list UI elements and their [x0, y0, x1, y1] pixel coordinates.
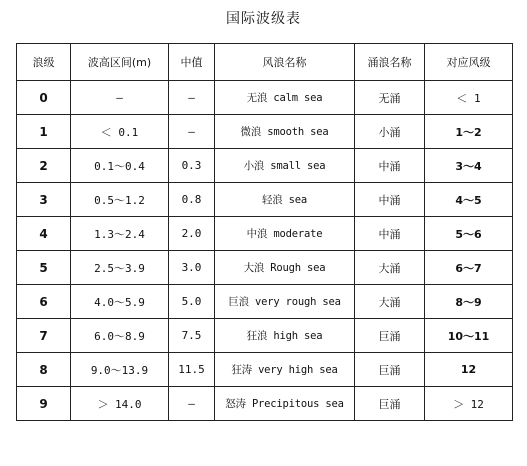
table-row: [17, 183, 513, 217]
cell-wave-level: 0: [17, 81, 71, 115]
cell-wind-force: 10～11: [425, 319, 513, 353]
cell-swell-name: 中涌: [355, 217, 425, 251]
cell-median: 2.0: [169, 217, 215, 251]
cell-swell-name: 无涌: [355, 81, 425, 115]
header-wind-wave-name: 风浪名称: [215, 44, 355, 81]
cell-wind-force: 5～6: [425, 217, 513, 251]
cell-median: 0.3: [169, 149, 215, 183]
cell-wind-force: 3～4: [425, 149, 513, 183]
header-wave-level: 浪级: [17, 44, 71, 81]
cell-height-range: 0.5～1.2: [71, 183, 169, 217]
cell-wind-force: ＞ 12: [425, 387, 513, 421]
cell-swell-name: 巨涌: [355, 353, 425, 387]
table-row: [17, 387, 513, 421]
cell-wave-level: 6: [17, 285, 71, 319]
wave-level-table: [16, 43, 513, 421]
cell-wind-wave-name: 狂浪 high sea: [215, 319, 355, 353]
cell-swell-name: 中涌: [355, 183, 425, 217]
table-row: [17, 81, 513, 115]
cell-wind-force: 4～5: [425, 183, 513, 217]
table-row: [17, 319, 513, 353]
cell-swell-name: 中涌: [355, 149, 425, 183]
cell-wind-force: 1～2: [425, 115, 513, 149]
cell-median: —: [169, 115, 215, 149]
cell-swell-name: 小涌: [355, 115, 425, 149]
cell-wave-level: 5: [17, 251, 71, 285]
header-swell-name: 涌浪名称: [355, 44, 425, 81]
cell-median: 11.5: [169, 353, 215, 387]
cell-height-range: 6.0～8.9: [71, 319, 169, 353]
table-row: [17, 115, 513, 149]
cell-wind-wave-name: 大浪 Rough sea: [215, 251, 355, 285]
cell-height-range: 0.1～0.4: [71, 149, 169, 183]
table-row: [17, 217, 513, 251]
cell-height-range: ＜ 0.1: [71, 115, 169, 149]
cell-median: 3.0: [169, 251, 215, 285]
cell-median: —: [169, 81, 215, 115]
cell-wind-wave-name: 轻浪 sea: [215, 183, 355, 217]
table-row: [17, 353, 513, 387]
cell-wave-level: 7: [17, 319, 71, 353]
cell-height-range: 9.0～13.9: [71, 353, 169, 387]
cell-wave-level: 3: [17, 183, 71, 217]
cell-wind-wave-name: 小浪 small sea: [215, 149, 355, 183]
cell-median: 0.8: [169, 183, 215, 217]
table-row: [17, 251, 513, 285]
header-wind-force: 对应风级: [425, 44, 513, 81]
cell-wind-force: 12: [425, 353, 513, 387]
cell-wind-wave-name: 狂涛 very high sea: [215, 353, 355, 387]
cell-wave-level: 4: [17, 217, 71, 251]
cell-median: —: [169, 387, 215, 421]
cell-swell-name: 大涌: [355, 285, 425, 319]
cell-height-range: —: [71, 81, 169, 115]
cell-wind-wave-name: 巨浪 very rough sea: [215, 285, 355, 319]
cell-median: 7.5: [169, 319, 215, 353]
cell-wind-force: 6～7: [425, 251, 513, 285]
cell-wind-wave-name: 中浪 moderate: [215, 217, 355, 251]
cell-height-range: 4.0～5.9: [71, 285, 169, 319]
table-row: [17, 149, 513, 183]
header-median: 中值: [169, 44, 215, 81]
table-row: [17, 285, 513, 319]
cell-wind-wave-name: 怒涛 Precipitous sea: [215, 387, 355, 421]
cell-wave-level: 1: [17, 115, 71, 149]
cell-wind-force: ＜ 1: [425, 81, 513, 115]
cell-height-range: ＞ 14.0: [71, 387, 169, 421]
cell-wave-level: 9: [17, 387, 71, 421]
cell-height-range: 2.5～3.9: [71, 251, 169, 285]
cell-wind-force: 8～9: [425, 285, 513, 319]
cell-wave-level: 8: [17, 353, 71, 387]
cell-swell-name: 大涌: [355, 251, 425, 285]
table-header-row: [17, 44, 513, 81]
page-title: 国际波级表: [226, 11, 301, 27]
cell-wind-wave-name: 微浪 smooth sea: [215, 115, 355, 149]
cell-wave-level: 2: [17, 149, 71, 183]
cell-swell-name: 巨涌: [355, 387, 425, 421]
cell-height-range: 1.3～2.4: [71, 217, 169, 251]
header-height-range: 波高区间(m): [71, 44, 169, 81]
cell-median: 5.0: [169, 285, 215, 319]
cell-swell-name: 巨涌: [355, 319, 425, 353]
cell-wind-wave-name: 无浪 calm sea: [215, 81, 355, 115]
